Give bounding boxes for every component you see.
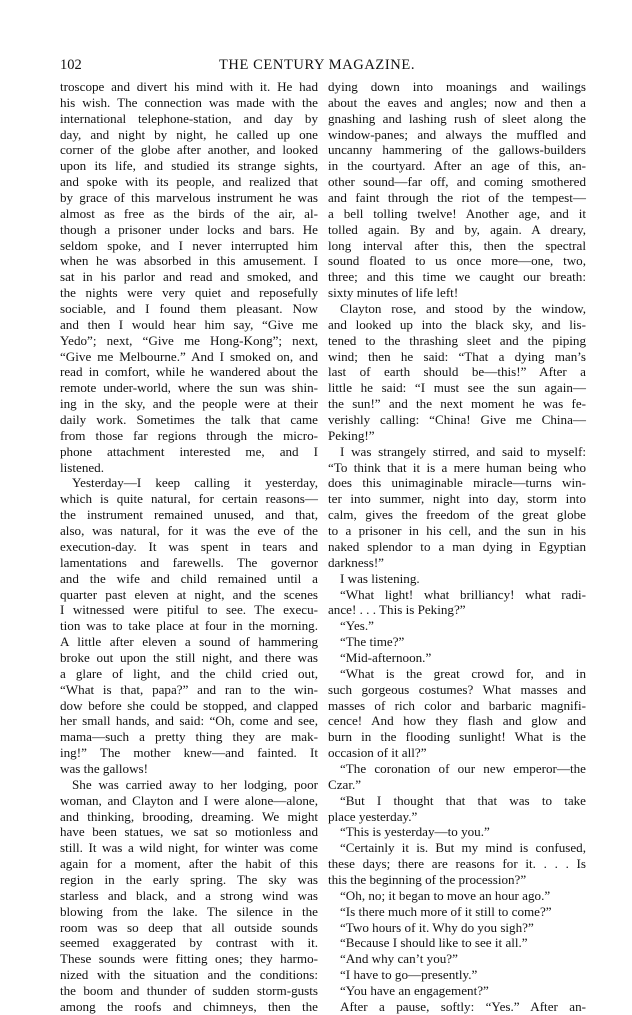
text-line: “To think that it is a mere human being who xyxy=(328,459,586,475)
text-line: I witnessed were pitiful to see. The execu- xyxy=(60,602,318,618)
text-line: sat in his parlor and read and smoked, and xyxy=(60,269,318,285)
text-line: the boom and thunder of sudden storm-gusts xyxy=(60,982,318,998)
text-line: “Is there much more of it still to come?” xyxy=(340,903,552,919)
text-line: the instrument remained unused, and that, xyxy=(60,507,318,523)
text-line: daily work. Sometimes the talk that came xyxy=(60,412,318,428)
text-line: “The coronation of our new emperor—the xyxy=(340,760,586,776)
text-line: burn in the flooding sunlight! What is the xyxy=(328,729,586,745)
text-line: ing in the sky, and the people were at their xyxy=(60,396,318,412)
text-line: troscope and divert his mind with it. He had xyxy=(60,79,318,94)
text-line: darkness!” xyxy=(328,554,384,570)
text-line: among the roofs and chimneys, then the xyxy=(60,998,318,1014)
text-line: “And why can’t you?” xyxy=(340,951,458,967)
text-line: and thinking, brooding, dreaming. We might xyxy=(60,808,318,824)
text-line: After a pause, softly: “Yes.” After an- xyxy=(340,998,586,1014)
text-line: nized with the situation and the conditions: xyxy=(60,967,318,983)
text-line: blowing from the lake. The silence in the xyxy=(60,903,318,919)
page-number: 102 xyxy=(60,57,82,73)
text-line: She was carried away to her lodging, poor xyxy=(72,776,318,792)
text-line: place yesterday.” xyxy=(328,808,418,824)
text-line: Czar.” xyxy=(328,776,362,792)
text-line: and looked up into the black sky, and lis- xyxy=(328,316,586,332)
text-line: “This is yesterday—to you.” xyxy=(340,824,490,840)
text-line: was the gallows! xyxy=(60,760,148,776)
text-line: ing!” The mother knew—and fainted. It xyxy=(60,745,318,761)
text-line: international telephone-station, and day by xyxy=(60,110,318,126)
text-line: which is quite natural, for certain reasons— xyxy=(60,491,318,507)
text-line: dow before she could be stopped, and clapped xyxy=(60,697,318,713)
text-line: calm, gives the freedom of the great globe xyxy=(328,507,586,523)
text-line: Yedo”; next, “Give me Hong-Kong”; next, xyxy=(60,332,318,348)
text-line: in the courtyard. After an age of this, an- xyxy=(328,158,586,174)
text-line: “Because I should like to see it all.” xyxy=(340,935,528,951)
text-line: “What light! what brilliancy! what radi- xyxy=(340,586,586,602)
text-line: tened to the thrashing sleet and the piping xyxy=(328,332,586,348)
text-line: seldom spoke, and I never interrupted him xyxy=(60,237,318,253)
text-line: naked splendor to a man dying in Egyptian xyxy=(328,538,586,554)
text-line: “Oh, no; it began to move an hour ago.” xyxy=(340,887,551,903)
text-line: though a prisoner under locks and bars. He xyxy=(60,221,318,237)
text-line: broke out upon the still night, and there was xyxy=(60,649,318,665)
text-line: “I have to go—presently.” xyxy=(340,967,478,983)
running-title: THE CENTURY MAGAZINE. xyxy=(218,57,416,73)
text-line: lamentations and farewells. The governor xyxy=(60,554,318,570)
text-line: last of earth should be—this!” After a xyxy=(328,364,586,380)
text-line: wind; then he said: “That a dying man’s xyxy=(328,348,586,364)
text-line: “Two hours of it. Why do you sigh?” xyxy=(340,919,534,935)
text-line: does this unimaginable miracle—turns win- xyxy=(328,475,586,491)
text-line: “But I thought that that was to take xyxy=(340,792,586,808)
text-line: window-panes; and always the muffled and xyxy=(328,126,586,142)
text-line: woman, and Clayton and I were alone—alone, xyxy=(60,792,318,808)
text-line: A little after eleven a sound of hammering xyxy=(60,634,318,650)
text-line: his wish. The connection was made with the xyxy=(60,94,318,110)
text-line: Peking!” xyxy=(328,427,375,443)
text-line: such gorgeous costumes? What masses and xyxy=(328,681,586,697)
text-line: and faint through the riot of the tempest— xyxy=(328,190,586,206)
text-line: “Yes.” xyxy=(340,618,374,634)
text-line: Yesterday—I keep calling it yesterday, xyxy=(72,475,318,491)
text-line: from those far regions through the micro- xyxy=(60,427,318,443)
text-line: verishly calling: “China! Give me China— xyxy=(328,412,586,428)
text-line: tion was to take place at four in the morning. xyxy=(60,618,318,634)
text-line: phone attachment interested me, and I xyxy=(60,443,318,459)
text-line: starless and black, and a strong wind was xyxy=(60,887,318,903)
text-line: quarter past eleven at night, and the scenes xyxy=(60,586,318,602)
text-line: room was so deep that all outside sounds xyxy=(60,919,318,935)
text-line: day, and night by night, he called up one xyxy=(60,126,318,142)
text-line: dying down into moanings and wailings xyxy=(328,79,586,94)
text-line: almost as free as the birds of the air, al- xyxy=(60,205,318,221)
text-line: occasion of it all?” xyxy=(328,745,427,761)
text-line: and spoke with its people, and realized that xyxy=(60,174,318,190)
text-line: masses of rich color and barbaric magnifi- xyxy=(328,697,586,713)
text-line: seemed exaggerated by contrast with it. xyxy=(60,935,318,951)
text-line: ance! . . . This is Peking?” xyxy=(328,602,466,618)
text-line: “You have an engagement?” xyxy=(340,982,489,998)
text-line: these days; there are reasons for it. . . . Is xyxy=(328,856,586,872)
text-line: “The time?” xyxy=(340,634,405,650)
text-line: corner of the globe after another, and looked xyxy=(60,142,318,158)
text-line: the nights were very quiet and reposefully xyxy=(60,285,318,301)
text-line: a bell tolling twelve! Another age, and it xyxy=(328,205,586,221)
page-header xyxy=(60,55,574,75)
text-line: cence! And how they flash and glow and xyxy=(328,713,586,729)
text-line: again for a moment, after the habit of this xyxy=(60,856,318,872)
text-line: the sun!” and the next moment he was fe- xyxy=(328,396,586,412)
text-line: ter into summer, night into day, storm into xyxy=(328,491,586,507)
text-line: have been statues, we sat so motionless and xyxy=(60,824,318,840)
text-line: long interval after this, then the spectral xyxy=(328,237,586,253)
text-line: when he was absorbed in this amusement. I xyxy=(60,253,318,269)
text-line: tolled again. By and by, again. A dreary, xyxy=(328,221,586,237)
text-line: her small hands, and said: “Oh, come and see, xyxy=(60,713,318,729)
text-line: “Certainly it is. But my mind is confused, xyxy=(340,840,586,856)
right-text-column xyxy=(328,79,586,1015)
text-line: also, was natural, for it was the eve of the xyxy=(60,523,318,539)
text-line: uncanny hammering of the gallows-builders xyxy=(328,142,586,158)
text-line: upon its life, and studied its strange sights, xyxy=(60,158,318,174)
text-line: and the wife and child remained until a xyxy=(60,570,318,586)
text-line: I was listening. xyxy=(340,570,420,586)
text-line: and then I would hear him say, “Give me xyxy=(60,316,318,332)
text-line: a glare of light, and the child cried out, xyxy=(60,665,318,681)
text-line: this the beginning of the procession?” xyxy=(328,871,527,887)
text-line: listened. xyxy=(60,459,104,475)
text-line: three; and this time we caught our breath: xyxy=(328,269,586,285)
text-line: gnashing and lashing rush of sleet along the xyxy=(328,110,586,126)
text-line: to a prisoner in his cell, and the sun in his xyxy=(328,523,586,539)
text-line: region in the early spring. The sky was xyxy=(60,871,318,887)
text-line: sound floated to us once more—one, two, xyxy=(328,253,586,269)
text-line: mama—such a pretty thing they are mak- xyxy=(60,729,318,745)
text-line: other sound—far off, and coming smothered xyxy=(328,174,586,190)
text-line: sociable, and I found them pleasant. Now xyxy=(60,301,318,317)
text-line: about the eaves and angles; now and then a xyxy=(328,94,586,110)
text-line: I was strangely stirred, and said to myself: xyxy=(340,443,586,459)
text-line: Clayton rose, and stood by the window, xyxy=(340,301,586,317)
text-line: These sounds were fitting ones; they harmo- xyxy=(60,951,318,967)
text-line: remote under-world, where the sun was shin- xyxy=(60,380,318,396)
text-line: “What is the great crowd for, and in xyxy=(340,665,586,681)
text-line: still. It was a wild night, for winter was come xyxy=(60,840,318,856)
text-line: “What is that, papa?” and ran to the win- xyxy=(60,681,318,697)
text-line: read in comfort, while he wandered about the xyxy=(60,364,318,380)
text-line: little he said: “I must see the sun again— xyxy=(328,380,586,396)
text-line: execution-day. It was spent in tears and xyxy=(60,538,318,554)
text-line: “Mid-afternoon.” xyxy=(340,649,432,665)
text-line: sixty minutes of life left! xyxy=(328,285,459,301)
text-line: by grace of this marvelous instrument he was xyxy=(60,190,318,206)
left-text-column xyxy=(60,79,318,1015)
text-line: “Give me Melbourne.” And I smoked on, and xyxy=(60,348,318,364)
